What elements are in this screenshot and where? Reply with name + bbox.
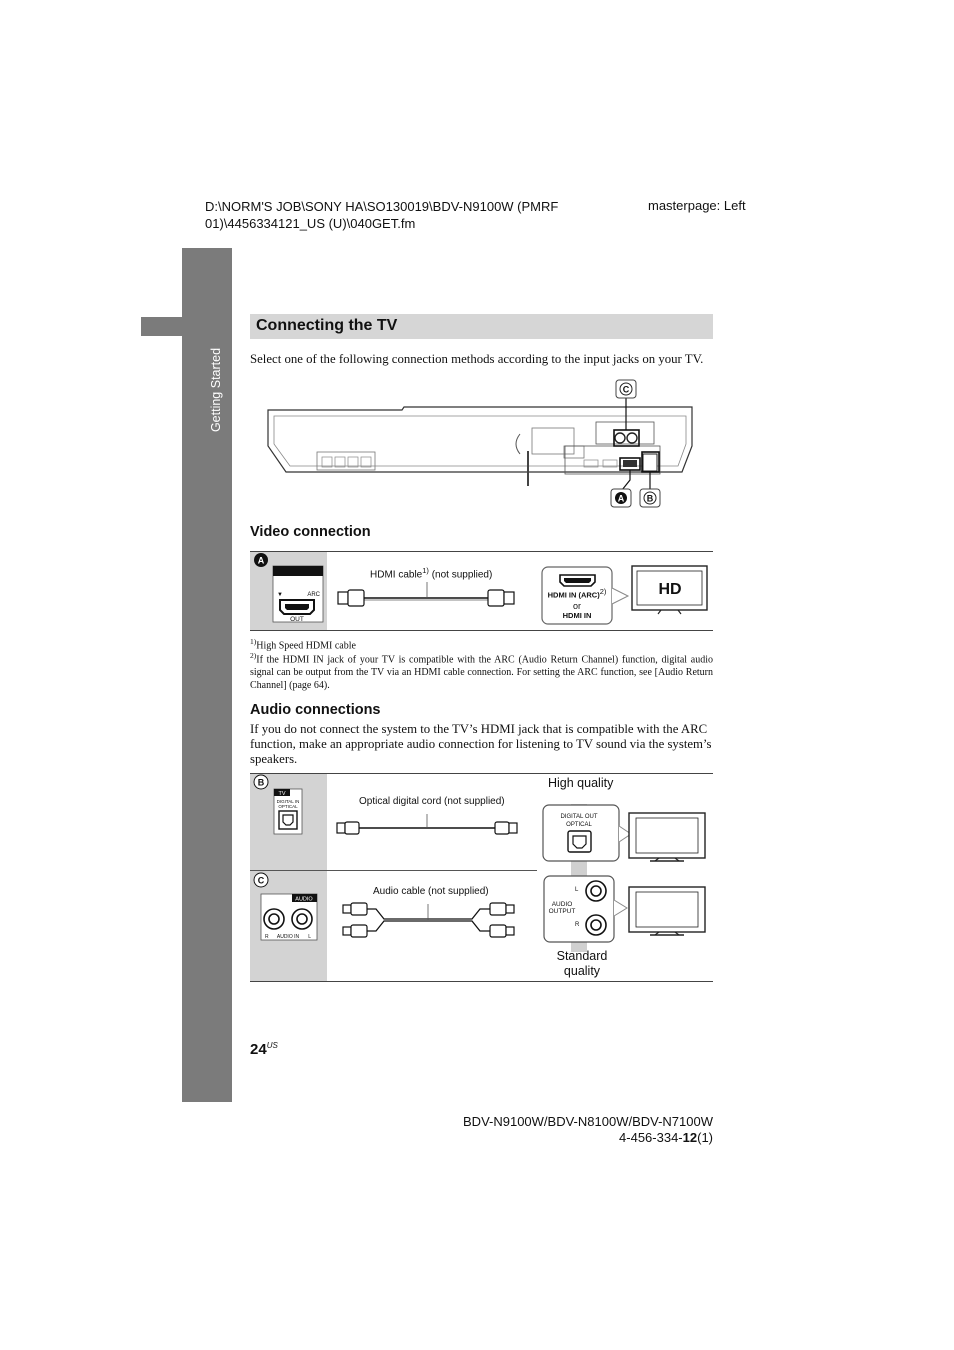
svg-text:▼: ▼ xyxy=(277,592,283,598)
masterpage-label: masterpage: Left xyxy=(648,198,746,213)
callout-a xyxy=(611,489,631,507)
page-number-value: 24 xyxy=(250,1041,267,1058)
video-table-bottom-rule xyxy=(250,630,713,631)
audio-c-jack-mid: AUDIO IN xyxy=(276,934,300,940)
hdmi-cable-label xyxy=(370,566,492,580)
standard-quality-line2: quality xyxy=(563,963,601,978)
tv-audio-r-label: R xyxy=(575,922,580,928)
tv-hd-badge: HD xyxy=(658,581,682,598)
footnote-2-text: If the HDMI IN jack of your TV is compatible with the ARC (Audio Return Channel) function, digital audio signal can be output from the TV via an HDMI cable connection. For setting the ARC function, see [Audio Return Channel] (page 64). xyxy=(250,654,713,692)
audio-intro-text: If you do not connect the system to the TV’s HDMI jack that is compatible with the ARC function, make an appropriate audio connection for listening to TV sound via the system’s speakers. xyxy=(250,722,712,766)
tv-hdmi-in: HDMI IN xyxy=(562,610,592,620)
audio-cable-label: Audio cable (not supplied) xyxy=(373,886,489,897)
audio-row-b-label: B xyxy=(257,777,265,788)
audio-c-jack-l: L xyxy=(308,934,311,940)
section-title: Connecting the TV xyxy=(256,317,398,334)
tv-hdmi-in-labels xyxy=(542,587,612,621)
callout-c-label: C xyxy=(622,384,630,395)
callout-b xyxy=(640,489,660,507)
file-path xyxy=(205,198,585,232)
footnote-2-mark: 2) xyxy=(250,651,257,660)
standard-quality-label xyxy=(545,949,619,978)
hdmi-cable-suffix: (not supplied) xyxy=(431,569,493,581)
video-jack-arc: ARC xyxy=(307,592,320,598)
tv-audio-l-label: L xyxy=(575,887,579,893)
audio-table-bottom-rule xyxy=(250,981,713,982)
optical-cord-illustration xyxy=(337,814,517,834)
file-path-line1: D:\NORM'S JOB\SONY HA\SO130019\BDV-N9100W (PMRF xyxy=(205,199,559,214)
audio-b-jack-text1: DIGITAL IN xyxy=(276,799,300,804)
video-connection-diagram xyxy=(250,552,713,630)
callout-a-label: A xyxy=(617,493,625,504)
model-list: BDV-N9100W/BDV-N8100W/BDV-N7100W xyxy=(463,1114,713,1129)
tv-digital-out-label: DIGITAL OUT xyxy=(560,814,598,820)
section-title-bar xyxy=(250,314,713,339)
sidebar-section-label: Getting Started xyxy=(209,347,223,433)
audio-row-c-label: C xyxy=(257,875,265,886)
video-connection-heading: Video connection xyxy=(250,524,371,540)
footnote-2 xyxy=(250,649,713,692)
tv-audio-label: AUDIO xyxy=(551,901,573,908)
file-path-line2: 01)\4456334121_US (U)\040GET.fm xyxy=(205,216,416,231)
model-info xyxy=(440,1114,713,1146)
document-code: 4-456-334-12(1) xyxy=(619,1130,713,1145)
callout-b-label: B xyxy=(646,493,654,504)
hdmi-cable-text: HDMI cable xyxy=(370,569,423,581)
audio-b-jack-tag: TV xyxy=(278,791,286,797)
tv-hdmi-note: 2) xyxy=(599,587,607,596)
optical-cord-label: Optical digital cord (not supplied) xyxy=(359,796,505,807)
rear-panel-illustration xyxy=(262,376,702,510)
audio-b-jack-text2: OPTICAL xyxy=(278,804,298,809)
audio-connections-heading: Audio connections xyxy=(250,702,381,718)
page-number-suffix: US xyxy=(266,1041,278,1050)
page-number xyxy=(250,1041,278,1058)
footnote-1-text: High Speed HDMI cable xyxy=(256,640,356,652)
video-row-label: A xyxy=(257,555,265,566)
footnote-1-mark: 1) xyxy=(250,637,257,646)
video-jack-out: OUT xyxy=(290,616,304,623)
sidebar xyxy=(182,248,232,1102)
audio-c-jack-tag: AUDIO xyxy=(295,896,313,903)
section-tab-marker xyxy=(141,317,232,336)
intro-text: Select one of the following connection methods according to the input jacks on your TV. xyxy=(250,352,704,366)
audio-c-jack-r: R xyxy=(265,934,269,940)
audio-cable-illustration xyxy=(343,903,514,937)
hdmi-cable-illustration xyxy=(338,582,514,606)
tv-hdmi-in-arc: HDMI IN (ARC)2) xyxy=(547,587,607,600)
high-quality-label: High quality xyxy=(548,776,614,790)
tv-output-label: OUTPUT xyxy=(548,908,576,915)
callout-c xyxy=(616,380,636,398)
hdmi-cable-note: 1) xyxy=(422,566,429,575)
tv-hdmi-or: or xyxy=(572,600,581,611)
standard-quality-line1: Standard xyxy=(556,949,608,963)
tv-optical-label: OPTICAL xyxy=(566,822,592,828)
